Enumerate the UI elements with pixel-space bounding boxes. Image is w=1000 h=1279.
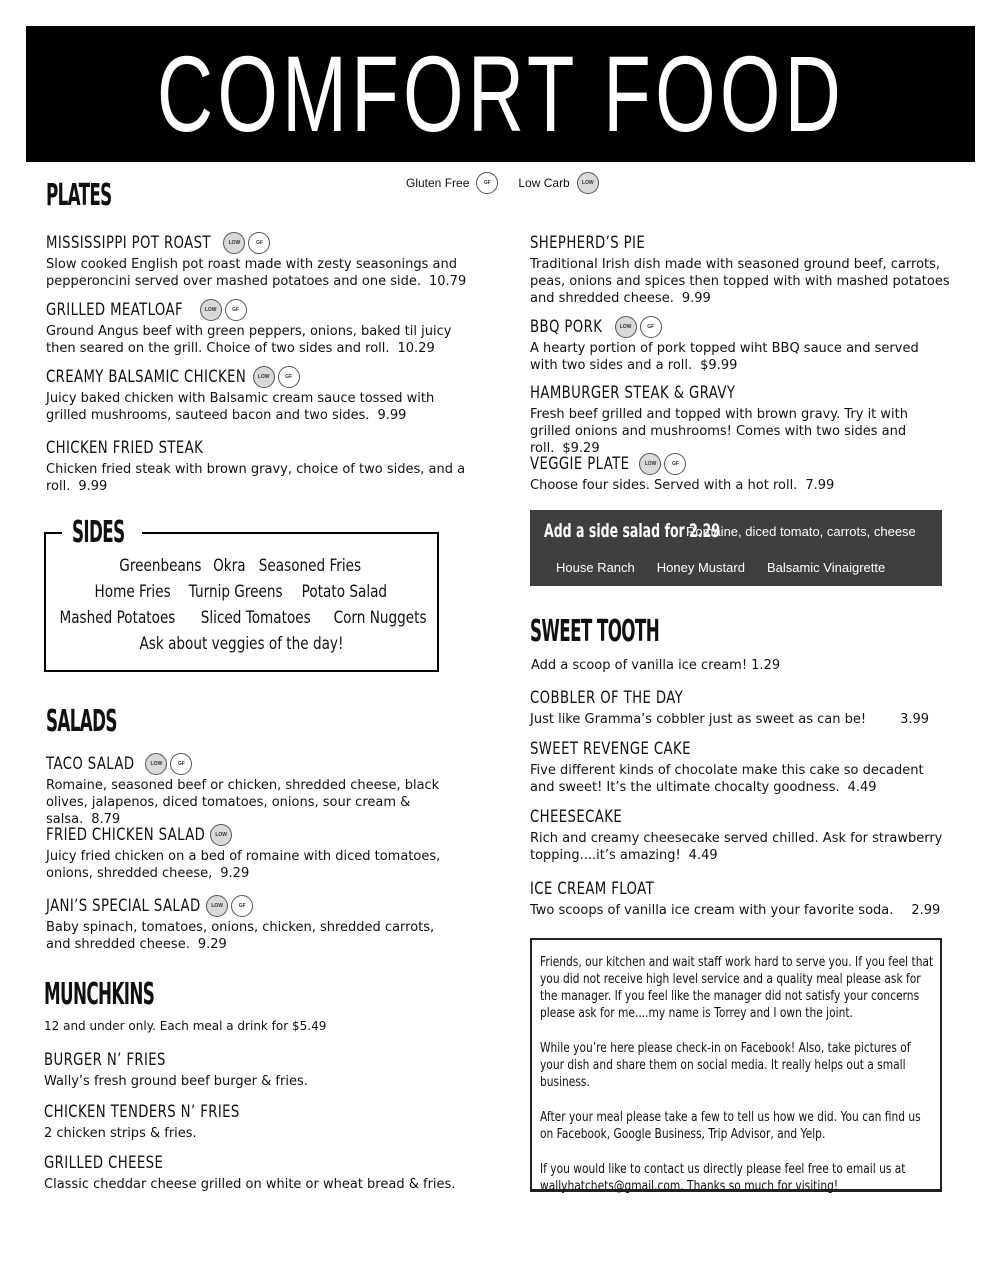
side-item: Corn Nuggets bbox=[333, 608, 427, 628]
item-name: VEGGIE PLATE bbox=[530, 454, 630, 474]
dressing-item: House Ranch bbox=[556, 560, 635, 575]
item-name: CHEESECAKE bbox=[530, 807, 623, 827]
side-salad-box bbox=[530, 510, 942, 586]
low-carb-icon bbox=[253, 366, 275, 388]
item-price: 9.99 bbox=[377, 408, 407, 423]
item-desc: Wally’s fresh ground beef burger & fries. bbox=[44, 1074, 308, 1089]
item-price: 10.29 bbox=[397, 341, 435, 356]
menu-item bbox=[530, 737, 950, 796]
sweet-tooth-subtitle: Add a scoop of vanilla ice cream! 1.29 bbox=[531, 658, 781, 673]
item-desc: Just like Gramma’s cobbler just as sweet as can be! 3.99 bbox=[530, 712, 930, 727]
legend-gluten-free bbox=[406, 172, 498, 194]
item-name: GRILLED MEATLOAF bbox=[46, 300, 183, 320]
item-desc: Traditional Irish dish made with seasoned ground beef, carrots, peas, onions and spices then topped with with mashed potatoes and shredded cheese. 9.99 bbox=[530, 257, 950, 306]
item-price: 2.99 bbox=[911, 903, 941, 918]
gluten-free-icon: GF bbox=[640, 316, 662, 338]
menu-item bbox=[46, 298, 476, 357]
menu-item bbox=[46, 894, 456, 953]
item-name: FRIED CHICKEN SALAD bbox=[46, 825, 206, 845]
sides-row bbox=[44, 582, 439, 608]
item-name: CHICKEN TENDERS N’ FRIES bbox=[44, 1102, 240, 1122]
item-name: GRILLED CHEESE bbox=[44, 1153, 164, 1173]
note-paragraph: While you’re here please check-in on Facebook! Also, take pictures of your dish and share them on social media. It really helps out a small business. bbox=[540, 1041, 911, 1090]
item-price: 9.29 bbox=[197, 937, 227, 952]
item-name: TACO SALAD bbox=[46, 754, 135, 774]
item-name: SHEPHERD’S PIE bbox=[530, 233, 646, 253]
item-desc: Ground Angus beef with green peppers, onions, baked til juicy then seared on the grill. Choice of two sides and roll. 10.29 bbox=[46, 324, 452, 356]
side-salad-subtitle: Romaine, diced tomato, carrots, cheese bbox=[686, 524, 916, 539]
menu-item bbox=[530, 452, 950, 494]
menu-item bbox=[46, 365, 466, 424]
low-carb-icon bbox=[200, 299, 222, 321]
gluten-free-icon: GF bbox=[664, 453, 686, 475]
item-desc: Fresh beef grilled and topped with brown gravy. Try it with grilled onions and mushrooms! Comes with two sides and roll. $9.29 bbox=[530, 407, 908, 456]
gluten-free-icon: GF bbox=[170, 753, 192, 775]
item-name: COBBLER OF THE DAY bbox=[530, 688, 684, 708]
section-title-sides: SIDES bbox=[72, 515, 125, 550]
low-carb-icon bbox=[639, 453, 661, 475]
menu-item bbox=[46, 752, 466, 828]
sides-row bbox=[44, 608, 439, 634]
item-desc: A hearty portion of pork topped wiht BBQ sauce and served with two sides and a roll. $9.99 bbox=[530, 341, 919, 373]
section-title-munchkins: MUNCHKINS bbox=[44, 977, 155, 1012]
item-name: ICE CREAM FLOAT bbox=[530, 879, 655, 899]
item-desc: Romaine, seasoned beef or chicken, shredded cheese, black olives, jalapenos, diced tomatoes, onions, sour cream & salsa. 8.79 bbox=[46, 778, 440, 827]
legend-low-carb-label: Low Carb bbox=[518, 176, 570, 190]
item-desc: Rich and creamy cheesecake served chilled. Ask for strawberry topping....it’s amazing! 4.49 bbox=[530, 831, 943, 863]
gluten-free-icon: GF bbox=[278, 366, 300, 388]
item-name: HAMBURGER STEAK & GRAVY bbox=[530, 383, 736, 403]
item-name: CHICKEN FRIED STEAK bbox=[46, 438, 204, 458]
item-price: $9.99 bbox=[700, 358, 738, 373]
note-paragraph: If you would like to contact us directly please feel free to email us at wallyhatchets@gmail.com. Thanks so much for visiting! bbox=[540, 1162, 906, 1194]
item-desc: Chicken fried steak with brown gravy, choice of two sides, and a roll. 9.99 bbox=[46, 462, 466, 494]
item-price: 9.29 bbox=[220, 866, 250, 881]
item-price: 10.79 bbox=[429, 274, 467, 289]
side-salad-title: Add a side salad for 2.29 bbox=[544, 520, 721, 542]
item-price: 9.99 bbox=[681, 291, 711, 306]
low-carb-icon bbox=[223, 232, 245, 254]
owner-note-box bbox=[530, 938, 942, 1192]
item-price: 3.99 bbox=[900, 712, 930, 727]
header-banner bbox=[26, 26, 975, 162]
low-carb-icon bbox=[206, 895, 228, 917]
item-desc: Baby spinach, tomatoes, onions, chicken, shredded carrots, and shredded cheese. 9.29 bbox=[46, 920, 435, 952]
item-price: 4.49 bbox=[847, 780, 877, 795]
menu-item bbox=[46, 823, 446, 882]
side-item: Okra bbox=[212, 556, 246, 576]
sides-list bbox=[44, 556, 439, 660]
item-desc: 2 chicken strips & fries. bbox=[44, 1126, 197, 1141]
item-name: BBQ PORK bbox=[530, 317, 603, 337]
item-price: $9.29 bbox=[562, 441, 600, 456]
gluten-free-icon: GF bbox=[476, 172, 498, 194]
legend bbox=[406, 172, 619, 194]
note-paragraph: After your meal please take a few to tell us how we did. You can find us on Facebook, Google Business, Trip Advisor, and Yelp. bbox=[540, 1110, 921, 1142]
note-paragraph: Friends, our kitchen and wait staff work hard to serve you. If you feel that you did not receive high level service and a quality meal please ask for the manager. If you feel like the manager did not satisfy your concerns please ask for me....my name is Torrey and I own the joint. bbox=[540, 955, 934, 1021]
item-price: 8.79 bbox=[91, 812, 121, 827]
item-name: BURGER N’ FRIES bbox=[44, 1050, 166, 1070]
low-carb-icon bbox=[615, 316, 637, 338]
side-item: Home Fries bbox=[94, 582, 171, 602]
dressing-list bbox=[556, 560, 907, 575]
menu-item bbox=[46, 231, 486, 290]
item-desc: Juicy baked chicken with Balsamic cream sauce tossed with grilled mushrooms, sauteed bacon and two sides. 9.99 bbox=[46, 391, 435, 423]
sides-row bbox=[44, 634, 439, 660]
side-item: Potato Salad bbox=[302, 582, 388, 602]
item-desc: Classic cheddar cheese grilled on white or wheat bread & fries. bbox=[44, 1177, 456, 1192]
legend-low-carb bbox=[518, 172, 598, 194]
munchkins-subtitle: 12 and under only. Each meal a drink for $5.49 bbox=[44, 1019, 327, 1033]
item-name: SWEET REVENGE CAKE bbox=[530, 739, 691, 759]
menu-item bbox=[530, 686, 950, 728]
item-desc: Juicy fried chicken on a bed of romaine with diced tomatoes, onions, shredded cheese, 9.29 bbox=[46, 849, 441, 881]
item-name: JANI’S SPECIAL SALAD bbox=[46, 896, 201, 916]
side-item: Greenbeans bbox=[118, 556, 202, 576]
side-item: Turnip Greens bbox=[188, 582, 283, 602]
item-name: MISSISSIPPI POT ROAST bbox=[46, 233, 211, 253]
item-desc: Two scoops of vanilla ice cream with your favorite soda. 2.99 bbox=[530, 903, 941, 918]
item-desc: Slow cooked English pot roast made with zesty seasonings and pepperoncini served over mashed potatoes and one side. 10.79 bbox=[46, 257, 467, 289]
low-carb-icon bbox=[145, 753, 167, 775]
item-desc: Choose four sides. Served with a hot roll. 7.99 bbox=[530, 478, 835, 493]
side-note: Ask about veggies of the day! bbox=[139, 634, 344, 654]
dressing-item: Honey Mustard bbox=[656, 560, 745, 575]
gluten-free-icon: GF bbox=[248, 232, 270, 254]
menu-item bbox=[530, 315, 950, 374]
low-carb-icon bbox=[577, 172, 599, 194]
sides-title-wrap bbox=[62, 515, 142, 550]
section-title-salads: SALADS bbox=[46, 704, 117, 739]
section-title-sweet-tooth: SWEET TOOTH bbox=[530, 614, 660, 649]
item-desc: Five different kinds of chocolate make this cake so decadent and sweet! It’s the ultimate chocalty goodness. 4.49 bbox=[530, 763, 924, 795]
sides-row bbox=[44, 556, 439, 582]
item-price: 4.49 bbox=[688, 848, 718, 863]
dressing-item: Balsamic Vinaigrette bbox=[766, 560, 886, 575]
page-title: COMFORT FOOD bbox=[156, 33, 845, 154]
menu-item bbox=[530, 805, 950, 864]
item-price: 7.99 bbox=[805, 478, 835, 493]
low-carb-icon bbox=[210, 824, 232, 846]
item-name: CREAMY BALSAMIC CHICKEN bbox=[46, 367, 247, 387]
menu-item bbox=[44, 1151, 484, 1193]
section-title-plates: PLATES bbox=[46, 178, 112, 213]
menu-item bbox=[44, 1100, 464, 1142]
side-item: Sliced Tomatoes bbox=[200, 608, 311, 628]
menu-item bbox=[530, 381, 950, 457]
item-price: 9.99 bbox=[78, 479, 108, 494]
side-item: Mashed Potatoes bbox=[59, 608, 176, 628]
menu-item bbox=[46, 436, 466, 495]
menu-item bbox=[44, 1048, 464, 1090]
menu-item bbox=[530, 231, 950, 307]
gluten-free-icon: GF bbox=[231, 895, 253, 917]
gluten-free-icon: GF bbox=[225, 299, 247, 321]
legend-gluten-free-label: Gluten Free bbox=[406, 176, 470, 190]
menu-item bbox=[530, 877, 950, 919]
side-item: Seasoned Fries bbox=[259, 556, 362, 576]
